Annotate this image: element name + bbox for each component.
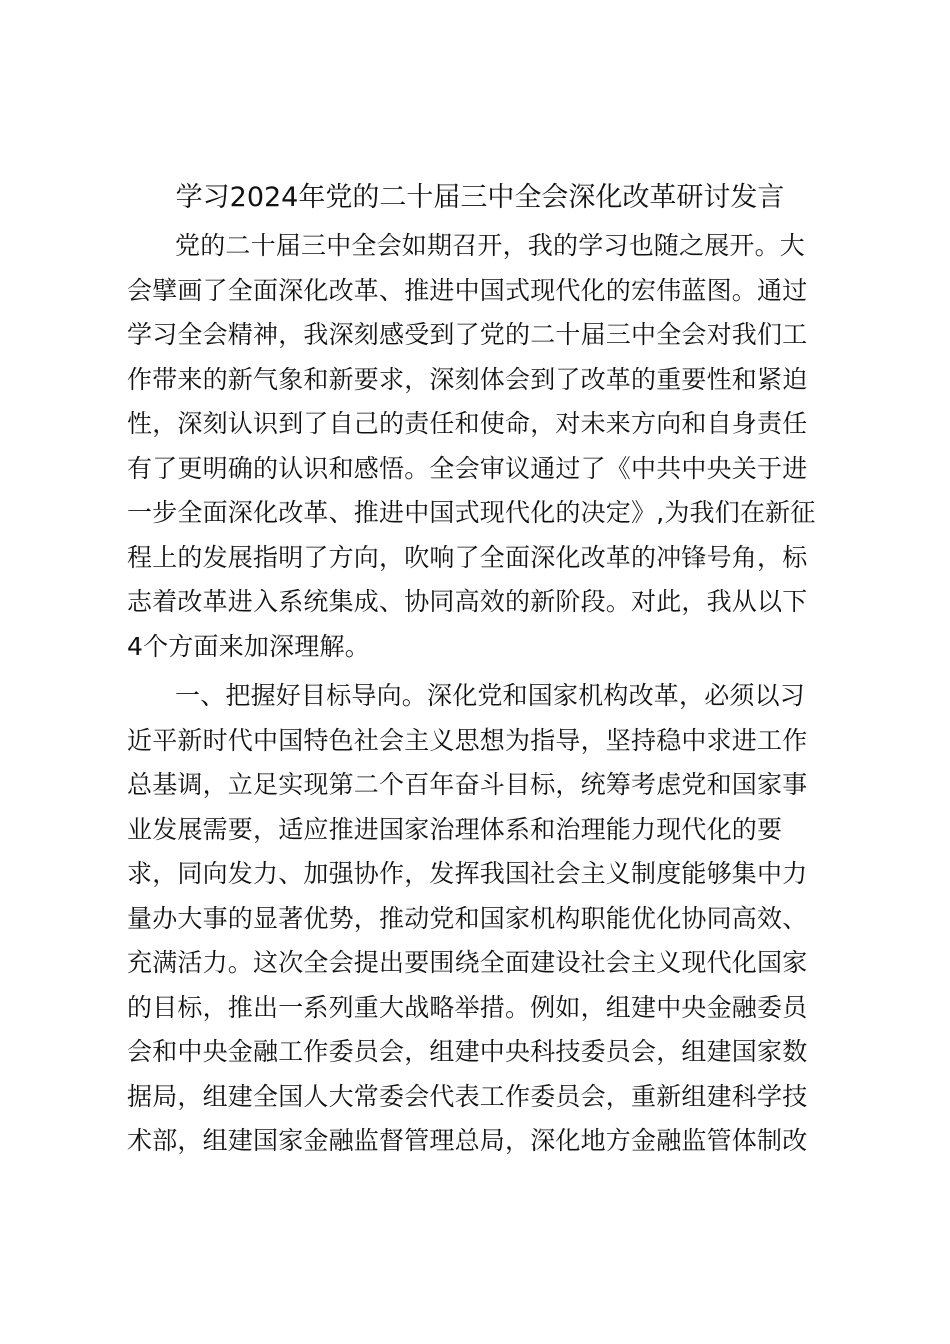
- text-line: 一、把握好目标导向。深化党和国家机构改革，必须以习: [175, 681, 806, 710]
- text-line: 会擘画了全面深化改革、推进中国式现代化的宏伟蓝图。通过: [127, 275, 808, 305]
- text-line: 近平新时代中国特色社会主义思想为指导，坚持稳中求进工作: [127, 725, 808, 755]
- text-line: 志着改革进入系统集成、协同高效的新阶段。对此，我从以下: [127, 587, 808, 616]
- paragraph-intro: [127, 224, 827, 669]
- text-line: 性，深刻认识到了自己的责任和使命，对未来方向和自身责任: [127, 409, 808, 438]
- text-line: 术部，组建国家金融监督管理总局，深化地方金融监管体制改: [127, 1126, 808, 1155]
- document-title: 学习2024年党的二十届三中全会深化改革研讨发言: [175, 182, 785, 213]
- text-line: 充满活力。这次全会提出要围绕全面建设社会主义现代化国家: [127, 948, 808, 977]
- text-line: 的目标，推出一系列重大战略举措。例如，组建中央金融委员: [127, 992, 808, 1022]
- text-line: 有了更明确的认识和感悟。全会审议通过了《中共中央关于进: [127, 453, 808, 483]
- text-line: 程上的发展指明了方向，吹响了全面深化改革的冲锋号角，标: [127, 542, 808, 572]
- text-line: 求，同向发力、加强协作，发挥我国社会主义制度能够集中力: [127, 859, 808, 888]
- text-line: 学习全会精神，我深刻感受到了党的二十届三中全会对我们工: [127, 320, 808, 349]
- paragraph-goal-orientation: [127, 674, 827, 1164]
- text-line: 作带来的新气象和新要求，深刻体会到了改革的重要性和紧迫: [127, 364, 808, 394]
- text-line: 一步全面深化改革、推进中国式现代化的决定》,为我们在新征: [127, 498, 816, 527]
- text-line: 量办大事的显著优势，推动党和国家机构职能优化协同高效、: [127, 903, 808, 933]
- text-line: 总基调，立足实现第二个百年奋斗目标，统筹考虑党和国家事: [127, 770, 808, 799]
- text-line: 会和中央金融工作委员会，组建中央科技委员会，组建国家数: [127, 1037, 808, 1066]
- text-line: 业发展需要，适应推进国家治理体系和治理能力现代化的要: [127, 814, 783, 844]
- text-line: 据局，组建全国人大常委会代表工作委员会，重新组建科学技: [127, 1081, 808, 1111]
- text-line: 党的二十届三中全会如期召开，我的学习也随之展开。大: [175, 231, 806, 260]
- text-line: 4个方面来加深理解。: [127, 631, 370, 661]
